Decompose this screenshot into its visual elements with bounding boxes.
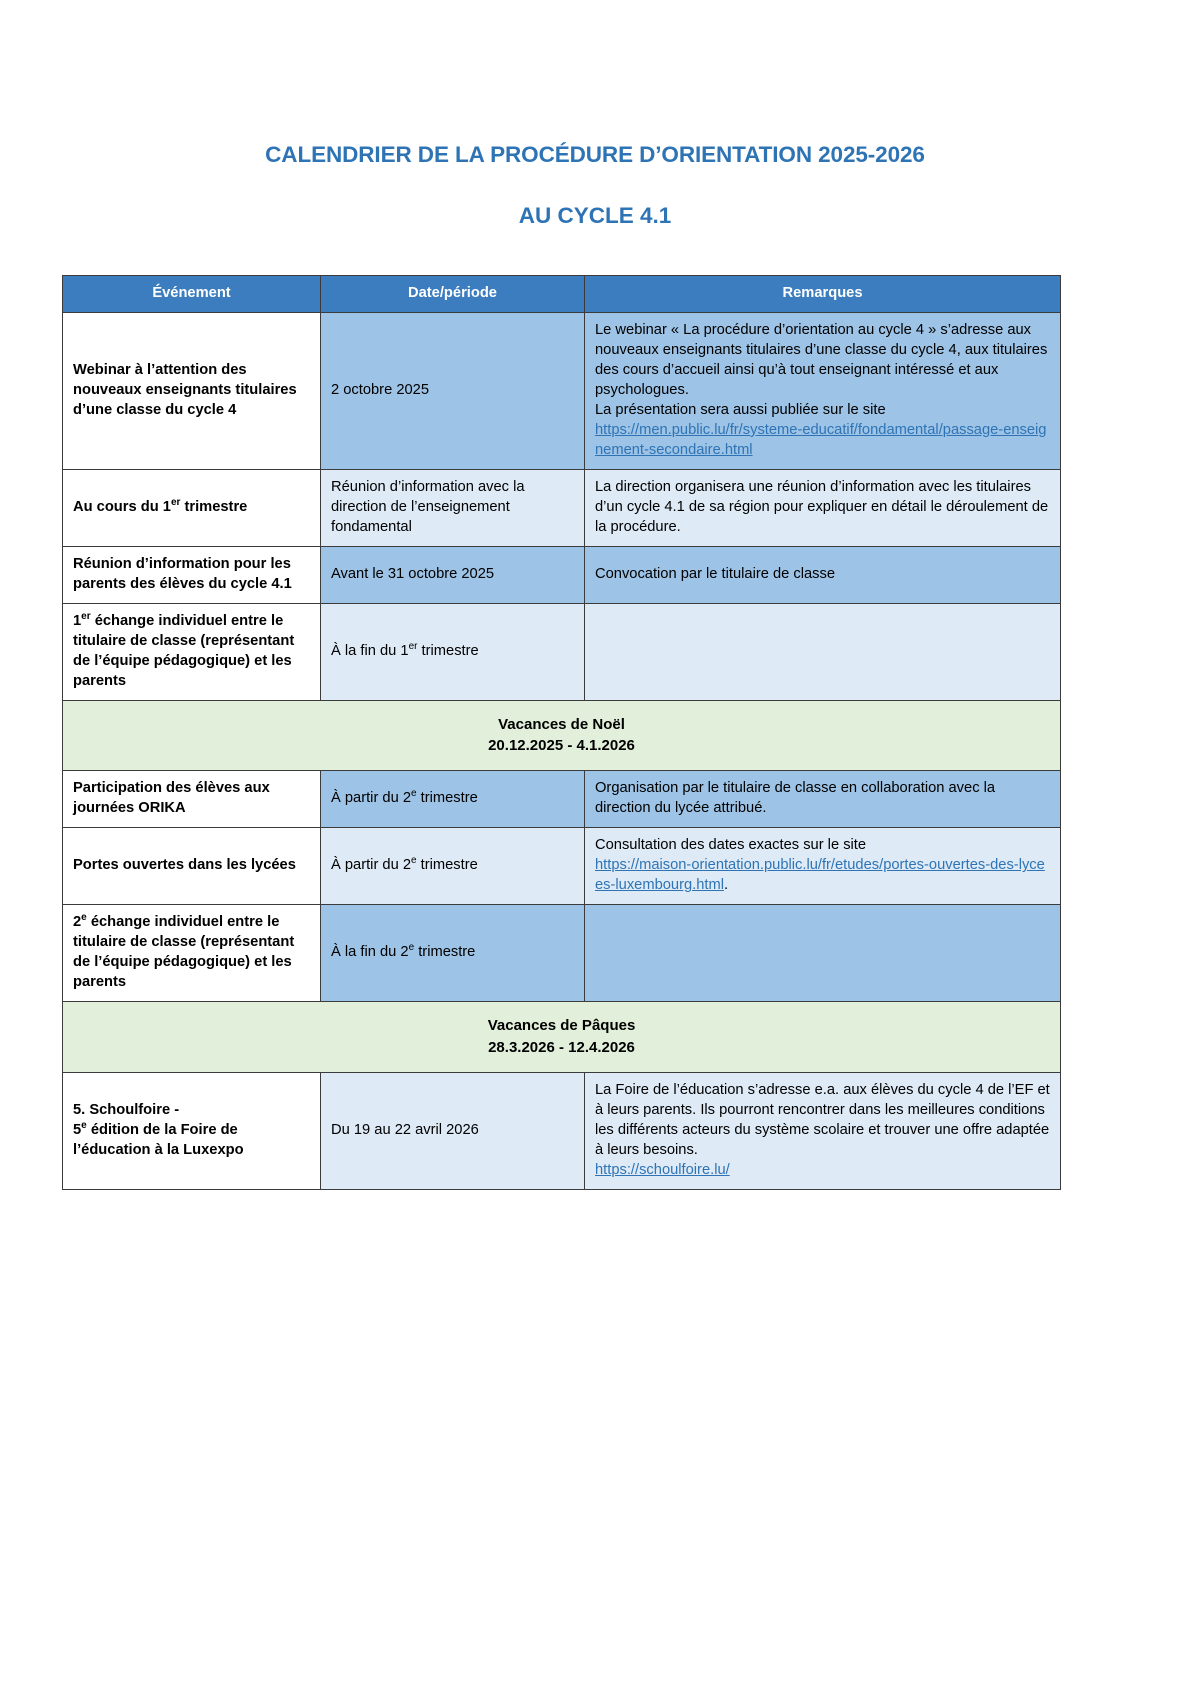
- date-ordinal-suffix: e: [411, 855, 417, 867]
- event-text-pre: 1: [73, 612, 82, 629]
- vacation-cell: [63, 1002, 1061, 1073]
- event-cell: Webinar à l’attention des nouveaux enseignants titulaires d’une classe du cycle 4: [63, 312, 321, 469]
- remarks-cell: Convocation par le titulaire de classe: [585, 546, 1061, 603]
- title-block: [0, 0, 1190, 231]
- event-text-post: édition de la Foire de l’éducation à la Luxexpo: [73, 1121, 244, 1158]
- table-row: [63, 546, 1061, 603]
- date-text-post: trimestre: [414, 944, 476, 961]
- remarks-cell: Organisation par le titulaire de classe en collaboration avec la direction du lycée attribué.: [585, 771, 1061, 828]
- date-cell: Du 19 au 22 avril 2026: [321, 1072, 585, 1189]
- remarks-paragraph-1: La Foire de l’éducation s’adresse e.a. aux élèves du cycle 4 de l’EF et à leurs parents. Ils pourront rencontrer dans les meilleures conditions les différents acteurs du système scolaire et trouver une offre adaptée à leurs besoins.: [595, 1081, 1050, 1158]
- date-text-post: trimestre: [416, 790, 478, 807]
- date-cell: [321, 828, 585, 905]
- event-cell: [63, 905, 321, 1002]
- calendar-table-wrapper: [62, 275, 1060, 1190]
- remarks-cell: [585, 312, 1061, 469]
- event-text-post: trimestre: [180, 498, 248, 515]
- orientation-calendar-table: [62, 275, 1061, 1190]
- remarks-paragraph-1: Consultation des dates exactes sur le site: [595, 837, 867, 854]
- men-public-lu-link[interactable]: https://men.public.lu/fr/systeme-educatif/fondamental/passage-enseignement-secondaire.html: [595, 421, 1047, 458]
- event-text-post: échange individuel entre le titulaire de classe (représentant de l’équipe pédagogique) et les parents: [73, 914, 295, 991]
- link-trailing-punctuation: .: [723, 877, 729, 894]
- event-cell: Réunion d’information pour les parents des élèves du cycle 4.1: [63, 546, 321, 603]
- remarks-cell: [585, 905, 1061, 1002]
- date-text-post: trimestre: [417, 642, 479, 659]
- remarks-paragraph-1: Le webinar « La procédure d’orientation au cycle 4 » s’adresse aux nouveaux enseignants titulaires d’une classe du cycle 4, aux titulaires des cours d’accueil ainsi qu’à tout enseignant intéressé et aux psychologues.: [595, 321, 1048, 398]
- vacation-name: Vacances de Noël: [498, 715, 625, 733]
- remarks-cell: [585, 603, 1061, 700]
- event-cell: Portes ouvertes dans les lycées: [63, 828, 321, 905]
- vacation-cell: [63, 700, 1061, 771]
- date-text-post: trimestre: [416, 857, 478, 874]
- date-text-pre: À partir du 2: [331, 857, 412, 874]
- event-ordinal-suffix: er: [81, 610, 91, 622]
- event-ordinal-suffix: e: [81, 912, 87, 924]
- date-cell: Réunion d’information avec la direction de l’enseignement fondamental: [321, 469, 585, 546]
- vacation-dates: 28.3.2026 - 12.4.2026: [488, 1038, 635, 1056]
- vacation-band-row: [63, 1002, 1061, 1073]
- date-cell: [321, 905, 585, 1002]
- table-row: [63, 771, 1061, 828]
- date-cell: [321, 603, 585, 700]
- column-header-remarks: Remarques: [585, 276, 1061, 313]
- date-text-pre: À la fin du 2: [331, 944, 409, 961]
- date-ordinal-suffix: e: [411, 788, 417, 800]
- table-row: [63, 828, 1061, 905]
- column-header-date: Date/période: [321, 276, 585, 313]
- schoulfoire-link[interactable]: https://schoulfoire.lu/: [595, 1161, 730, 1178]
- event-cell: [63, 469, 321, 546]
- table-header-row: [63, 276, 1061, 313]
- date-cell: [321, 771, 585, 828]
- event-title-line: 5. Schoulfoire -: [73, 1101, 180, 1118]
- event-cell: [63, 1072, 321, 1189]
- date-text-pre: À partir du 2: [331, 790, 412, 807]
- remarks-cell: [585, 828, 1061, 905]
- date-ordinal-suffix: e: [408, 942, 415, 954]
- table-row: [63, 603, 1061, 700]
- event-ordinal-suffix: e: [81, 1119, 87, 1131]
- vacation-band-row: [63, 700, 1061, 771]
- date-ordinal-suffix: er: [408, 640, 418, 652]
- event-text-pre: 5: [73, 1121, 82, 1138]
- table-row: [63, 905, 1061, 1002]
- date-cell: Avant le 31 octobre 2025: [321, 546, 585, 603]
- maison-orientation-link[interactable]: https://maison-orientation.public.lu/fr/etudes/portes-ouvertes-des-lycees-luxembourg.html: [595, 857, 1045, 894]
- remarks-paragraph-2: La présentation sera aussi publiée sur le site: [595, 401, 886, 418]
- remarks-cell: La direction organisera une réunion d’information avec les titulaires d’un cycle 4.1 de sa région pour expliquer en détail le déroulement de la procédure.: [585, 469, 1061, 546]
- vacation-name: Vacances de Pâques: [487, 1017, 636, 1035]
- column-header-event: Événement: [63, 276, 321, 313]
- event-text-post: échange individuel entre le titulaire de classe (représentant de l’équipe pédagogique) et les parents: [73, 612, 295, 689]
- event-cell: [63, 603, 321, 700]
- event-text-pre: Au cours du 1: [73, 498, 171, 515]
- event-text-pre: 2: [73, 914, 82, 931]
- date-text-pre: À la fin du 1: [331, 642, 409, 659]
- remarks-cell: [585, 1072, 1061, 1189]
- table-row: [63, 1072, 1061, 1189]
- page-title: CALENDRIER DE LA PROCÉDURE D’ORIENTATION 2025-2026: [265, 142, 925, 167]
- table-row: [63, 469, 1061, 546]
- event-cell: Participation des élèves aux journées ORIKA: [63, 771, 321, 828]
- table-row: [63, 312, 1061, 469]
- page-subtitle: AU CYCLE 4.1: [518, 203, 672, 229]
- event-ordinal-suffix: er: [170, 496, 181, 508]
- date-cell: 2 octobre 2025: [321, 312, 585, 469]
- vacation-dates: 20.12.2025 - 4.1.2026: [488, 737, 635, 755]
